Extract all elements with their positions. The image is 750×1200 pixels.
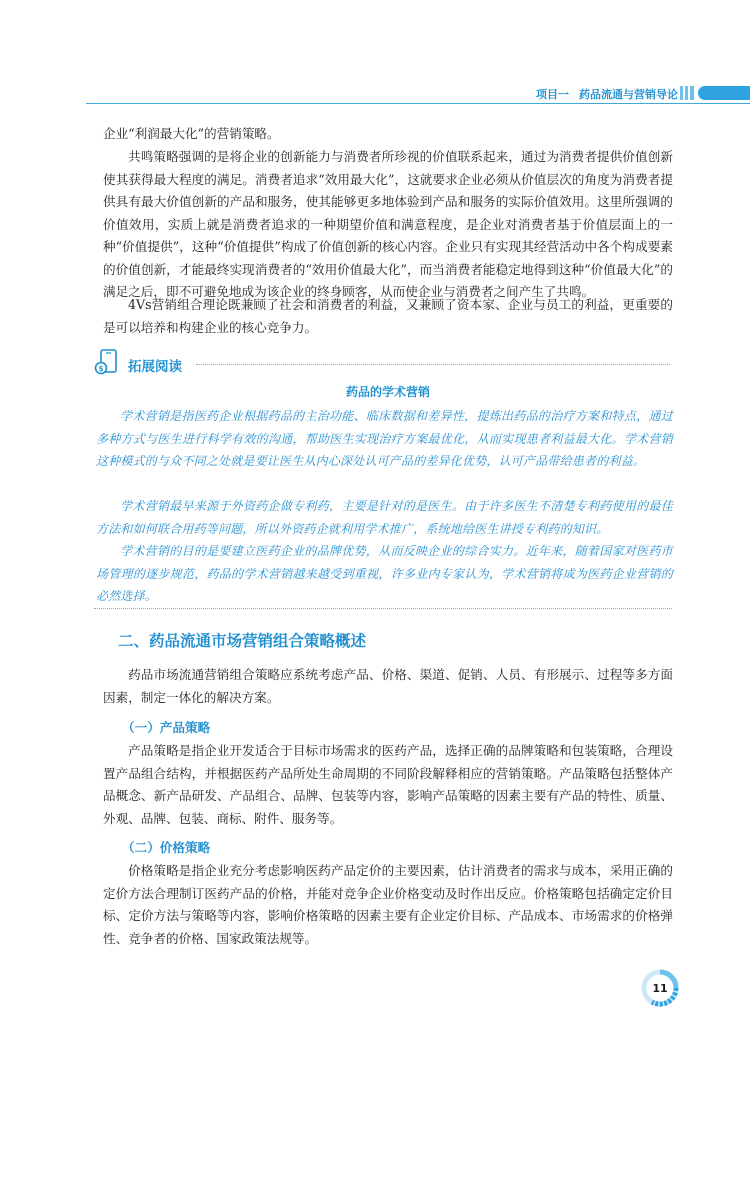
extension-bottom-divider xyxy=(94,608,672,609)
section-intro: 药品市场流通营销组合策略应系统考虑产品、价格、渠道、促销、人员、有形展示、过程等多方面因素，制定一体化的解决方案。 xyxy=(103,667,673,705)
product-strategy-paragraph: 产品策略是指企业开发适合于目标市场需求的医药产品，选择正确的品牌策略和包装策略，合理设置产品组合结构，并根据医药产品所处生命周期的不同阶段解释相应的营销策略。产品策略包括整体产品概念、新产品研发、产品组合、品牌、包装等内容，影响产品策略的因素主要有产品的特性、质量、外观、品牌、包装、商标、附件、服务等。 xyxy=(103,743,673,826)
header-tab xyxy=(698,86,750,100)
header-chapter: 项目一 xyxy=(536,88,569,101)
subsection-title-price: （二）价格策略 xyxy=(122,840,211,855)
phone-reading-icon xyxy=(94,348,120,376)
running-header xyxy=(488,86,678,102)
subsection-title-product: （一）产品策略 xyxy=(122,720,211,735)
header-title: 药品流通与营销导论 xyxy=(579,88,678,101)
extension-paragraph-2: 学术营销最早来源于外资药企做专利药，主要是针对的是医生。由于许多医生不清楚专利药使用的最佳方法和如何联合用药等问题，所以外资药企就利用学术推广，系统地给医生讲授专利药的知识。 xyxy=(96,499,673,536)
price-strategy-paragraph: 价格策略是指企业充分考虑影响医药产品定价的主要因素，估计消费者的需求与成本，采用正确的定价方法合理制订医药产品的价格，并能对竞争企业价格变动及时作出反应。价格策略包括确定定价目标、定价方法与策略等内容，影响价格策略的因素主要有企业定价目标、产品成本、市场需求的价格弹性、竞争者的价格、国家政策法规等。 xyxy=(103,863,673,946)
paragraph-continued: 企业“利润最大化”的营销策略。 xyxy=(103,126,280,141)
paragraph-4vs: 4Vs营销组合理论既兼顾了社会和消费者的利益，又兼顾了资本家、企业与员工的利益，更重要的是可以培养和构建企业的核心竞争力。 xyxy=(103,297,673,335)
page-number-badge xyxy=(640,968,680,1008)
extension-divider xyxy=(196,364,670,365)
extension-subtitle: 药品的学术营销 xyxy=(345,385,430,399)
svg-text:$: $ xyxy=(98,365,104,373)
paragraph-resonance: 共鸣策略强调的是将企业的创新能力与消费者所珍视的价值联系起来，通过为消费者提供价值创新使其获得最大程度的满足。消费者追求“效用最大化”，这就要求企业必须从价值层次的角度为消费者提供具有最大价值创新的产品和服务，使其能够更多地体验到产品和服务的实际价值效用。这里所强调的价值效用，实质上就是消费者追求的一种期望价值和满意程度，是企业对消费者基于价值层面上的一种“价值提供”，这种“价值提供”构成了价值创新的核心内容。企业只有实现其经营活动中各个构成要素的价值创新，才能最终实现消费者的“效用价值最大化”，而当消费者能稳定地得到这种“价值最大化”的满足之后，即不可避免地成为该企业的终身顾客，从而使企业与消费者之间产生了共鸣。 xyxy=(103,149,673,299)
section-title: 二、药品流通市场营销组合策略概述 xyxy=(118,632,367,650)
header-rule xyxy=(86,103,750,104)
extension-reading-label: 拓展阅读 xyxy=(128,359,182,375)
page-number: 11 xyxy=(652,982,668,995)
extension-paragraph-1: 学术营销是指医药企业根据药品的主治功能、临床数据和差异性，提炼出药品的治疗方案和特点，通过多种方式与医生进行科学有效的沟通，帮助医生实现治疗方案最优化，从而实现患者利益最大化。学术营销这种模式的与众不同之处就是要让医生从内心深处认可产品的差异化优势，认可产品带给患者的利益。 xyxy=(96,409,673,468)
extension-paragraph-3: 学术营销的目的是要建立医药企业的品牌优势，从而反映企业的综合实力。近年来，随着国家对医药市场管理的逐步规范，药品的学术营销越来越受到重视，许多业内专家认为，学术营销将成为医药企业营销的必然选择。 xyxy=(96,544,673,603)
